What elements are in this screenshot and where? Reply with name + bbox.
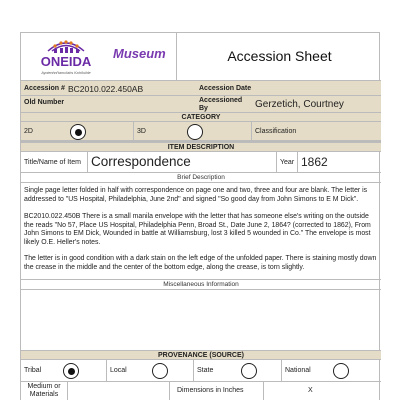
medium-row: [21, 382, 381, 400]
divider: [251, 122, 252, 142]
description-paragraph-3[interactable]: The letter is in good condition with a dark stain on the left edge of the unfolded paper. There is staining mostly down the crease in the middle and the center of the bottom edge, along the crease, is torn slightly.: [24, 255, 377, 271]
provenance-national-radio[interactable]: [333, 363, 349, 379]
dimensions-x: X: [308, 387, 313, 394]
divider: [276, 152, 277, 173]
divider: [106, 360, 107, 382]
item-description-section-title: ITEM DESCRIPTION: [21, 142, 381, 152]
divider: [133, 122, 134, 142]
year-label: Year: [280, 159, 295, 166]
category-row: [21, 122, 381, 142]
title-label: Title/Name of Item: [24, 159, 81, 166]
divider: [263, 382, 264, 400]
accessioned-by-label: Accessioned By: [199, 97, 243, 112]
accession-number-label: Accession #: [24, 85, 65, 92]
divider: [87, 152, 88, 173]
brief-description-label: Brief Description: [177, 174, 225, 181]
miscellaneous-field[interactable]: [21, 290, 381, 350]
miscellaneous-label: Miscellaneous Information: [163, 281, 239, 288]
provenance-row: [21, 360, 381, 382]
provenance-state-radio[interactable]: [241, 363, 257, 379]
provenance-tribal-label: Tribal: [24, 367, 42, 374]
classification-label: Classification: [255, 128, 297, 135]
description-paragraph-2[interactable]: BC2010.022.450B There is a small manila envelope with the letter that has someone else's writing on the outside the reads "No 57, Place US Hospital, Philadelphia Penn, Broad St., Date June 2, 1864? (corrected to 1862), From John Simons to EM Dick, Wounded in battle at Williamsburg, lost 3 killed 5 wounded in Co." The envelope is most likely O.E. Heller's notes.: [24, 213, 371, 246]
provenance-national-label: National: [285, 367, 311, 374]
sheet-title: Accession Sheet: [227, 48, 332, 64]
dimensions-label: Dimensions in Inches: [177, 387, 244, 394]
divider: [193, 360, 194, 382]
museum-label: Museum: [113, 46, 166, 61]
year-value[interactable]: 1862: [301, 155, 328, 169]
title-value[interactable]: Correspondence: [91, 154, 191, 169]
title-row: [21, 152, 381, 173]
category-3d-radio[interactable]: [187, 124, 203, 140]
accession-sheet: [20, 32, 380, 400]
description-paragraph-1[interactable]: Single page letter folded in half with correspondence on page one and two, three and four are blank. The letter is addressed to "US Hospital, Philadelphia, June 2nd" and signed "So good day from John Simons to E M Dick".: [24, 187, 368, 203]
sheet-header: [21, 33, 381, 81]
divider: [297, 152, 298, 173]
old-number-label: Old Number: [24, 99, 65, 106]
category-section-title: CATEGORY: [21, 112, 381, 122]
provenance-local-label: Local: [110, 367, 127, 374]
divider: [281, 360, 282, 382]
accessioned-by-value[interactable]: Gerzetich, Courtney: [255, 99, 344, 110]
sheet-title-box: [176, 33, 381, 81]
category-3d-label: 3D: [137, 128, 146, 135]
svg-text:Ayotenhni'tamʌ'tahs Ka'nikúhle: Ayotenhni'tamʌ'tahs Ka'nikúhle: [41, 71, 91, 75]
divider: [67, 382, 68, 400]
divider: [21, 182, 381, 183]
provenance-local-radio[interactable]: [152, 363, 168, 379]
divider: [169, 382, 170, 400]
provenance-section-title: PROVENANCE (SOURCE): [21, 350, 381, 360]
provenance-tribal-radio[interactable]: [63, 363, 79, 379]
category-2d-label: 2D: [24, 128, 33, 135]
divider: [21, 279, 381, 280]
medium-label: Medium or Materials: [27, 383, 61, 398]
oneida-logo-icon: [21, 33, 111, 81]
divider: [21, 95, 381, 96]
accession-number-value[interactable]: BC2010.022.450AB: [68, 84, 144, 94]
category-2d-radio[interactable]: [70, 124, 86, 140]
oneida-logo: [21, 33, 111, 81]
svg-text:ONEIDA: ONEIDA: [40, 54, 92, 69]
accession-date-label: Accession Date: [199, 85, 252, 92]
provenance-state-label: State: [197, 367, 214, 374]
